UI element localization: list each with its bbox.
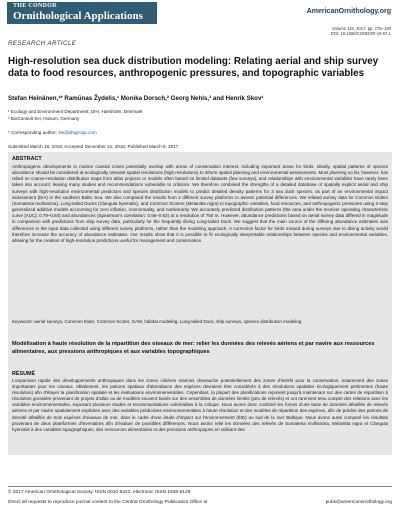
- affiliations: [8, 108, 143, 122]
- journal-logo[interactable]: [7, 2, 157, 24]
- abstract-heading: ABSTRACT: [12, 156, 42, 162]
- article-type: RESEARCH ARTICLE: [8, 40, 77, 47]
- volume-info: [331, 26, 391, 37]
- corresponding-author: [8, 130, 97, 135]
- volume-pages: Volume 119, 2017, pp. 175–190: [331, 26, 391, 31]
- article-dates: Submitted March 18, 2016; Accepted December 21, 2016; Published March 8, 2017: [8, 144, 179, 149]
- keywords: [12, 319, 388, 325]
- corresponding-label: * Corresponding author:: [8, 130, 57, 135]
- footer-email[interactable]: pubs@americanornithology.org: [325, 500, 392, 505]
- logo-line-1: THE CONDOR: [13, 3, 57, 9]
- footer-copyright: © 2017 American Ornithological Society. ISSN 0010-5422, electronic ISSN 1938-5129: [8, 490, 191, 495]
- footer-divider: [8, 486, 392, 487]
- affiliation-1: ¹ Ecology and Environment Department, DHI, Hørsholm, Denmark: [8, 109, 143, 114]
- article-title: High-resolution sea duck distribution modeling: Relating aerial and ship survey data to food resources, anthropogenic pressures, and topographic variables: [8, 56, 379, 79]
- doi[interactable]: DOI: 10.1650/CONDOR-16-57.1: [330, 31, 391, 37]
- resume-heading: RÉSUMÉ: [12, 371, 36, 377]
- keywords-text: aerial surveys, Common Eider, Common Scoter, GAM, habitat modeling, Long-tailed Duck, ship surveys, species distribution modeling: [34, 319, 302, 324]
- french-title: Modélisation à haute résolution de la répartition des oiseaux de mer: relier les données des relevés aériens et par navire aux ressources alimentaires, aux pressions anthropiques et aux variables topographiques: [12, 341, 375, 355]
- corresponding-email[interactable]: ste@dhigroup.com: [58, 130, 97, 135]
- affiliation-2: ² BioConsult SH, Husum, Germany: [8, 116, 80, 121]
- author-list: Stefan Heinänen,¹* Ramūnas Žydelis,¹ Monika Dorsch,² Georg Nehls,² and Henrik Skov¹: [8, 95, 264, 102]
- abstract-text: Anthropogenic developments in marine coastal zones potentially overlap with areas of conservation interest, including important areas for birds. Ideally, spatial patterns of species abundance should be considered at ecologically relevant spatial resolutions (high resolutions) to inform spatial planning and environmental assessments. Most planning so far, however, has relied on coarse-resolution distribution maps from atlas projects or models often based on limited datasets (few surveys), and relationships with environmental variables have rarely been taken into account, leaving many studies and recommendations vulnerable to criticism. We therefore combined the strengths of a detailed database of spatially explicit aerial and ship surveys with high-resolution environmental predictors and species distribution models to predict detailed density patterns for 3 sea duck species, as part of an environmental impact assessment (EIA) in the southern Baltic Sea. We also compared the results from 2 different survey platforms to assess potential differences. We related survey data for Common Eiders (Somateria mollissima), Long-tailed Ducks (Clangula hyemalis), and Common Scoters (Melanitta nigra) to topographic variables, food resources, and anthropogenic pressures using 2-step generalized additive models accounting for zero inflation, nonnormality, and nonlinearity. We accurately predicted distribution patterns (the area under the receiver operating characteristic curve [AUC]: 0.79–0.84) and abundances (Spearman's correlation: 0.56–0.62) at a resolution of 750 m. However, abundance predictions based on aerial survey data differed in magnitude in comparison with predictions from ship survey data, particularly for the frequently diving Long-tailed Duck. We suggest that the main source of the differing abundance estimates was differences in the input data collected using different survey platforms, rather than the modeling approach. A correction factor for birds missed during surveys due to diving activity would therefore increase the accuracy of abundance estimates. Our results show that it is possible to fit ecologically interpretable relationships between species and environmental variables, allowing for the creation of high-resolution predictions useful for management and conservation.: [12, 164, 388, 243]
- logo-line-2: Ornithological Applications: [13, 10, 143, 22]
- keywords-label: Keywords:: [12, 319, 34, 324]
- resume-text: L'expansion rapide des développements anthropiques dans les zones côtières marines chevauche potentiellement des zones d'intérêt pour la conservation, notamment des zones importantes pour les oiseaux. Idéalement, les patrons spatiaux d'abondance des espèces devraient être considérés à des résolutions spatiales écologiquement pertinentes (haute résolution) afin d'étayer la planification spatiale et les évaluations environnementales. Cependant, la plupart des planifications reposent jusqu'à maintenant sur des cartes de répartition à résolution grossière provenant de projets d'atlas ou de modèles souvent basés sur des ensembles de données limités (peu de relevés) et ont rarement tenu compte des relations avec les variables environnementales, exposant plusieurs études et recommandations vulnérables à la critique. Nous avons donc combiné les forces d'une base de données détaillée de relevés aériens et par navire spatialement explicites avec des variables prédictives environnementales à haute résolution et des modèles de répartition des espèces, afin de prédire des patrons de densité détaillés de trois espèces d'oiseaux de mer, dans le cadre d'une étude d'impact sur l'environnement (ÉIE) au sud de la mer Baltique. Nous avons aussi comparé les résultats provenant de deux plateformes d'inventaires afin d'évaluer de possibles différences. Nous avons relié les données des relevés de Somateria mollissima, Melanitta nigra et Clangula hyemalis à des variables topographiques, des ressources alimentaires et des pressions anthropiques en utilisant des: [12, 378, 388, 432]
- footer-request: Direct all requests to reproduce journal content to the Central Ornithology Publication Office at: [8, 500, 208, 505]
- journal-website[interactable]: AmericanOrnithology.org: [306, 8, 391, 15]
